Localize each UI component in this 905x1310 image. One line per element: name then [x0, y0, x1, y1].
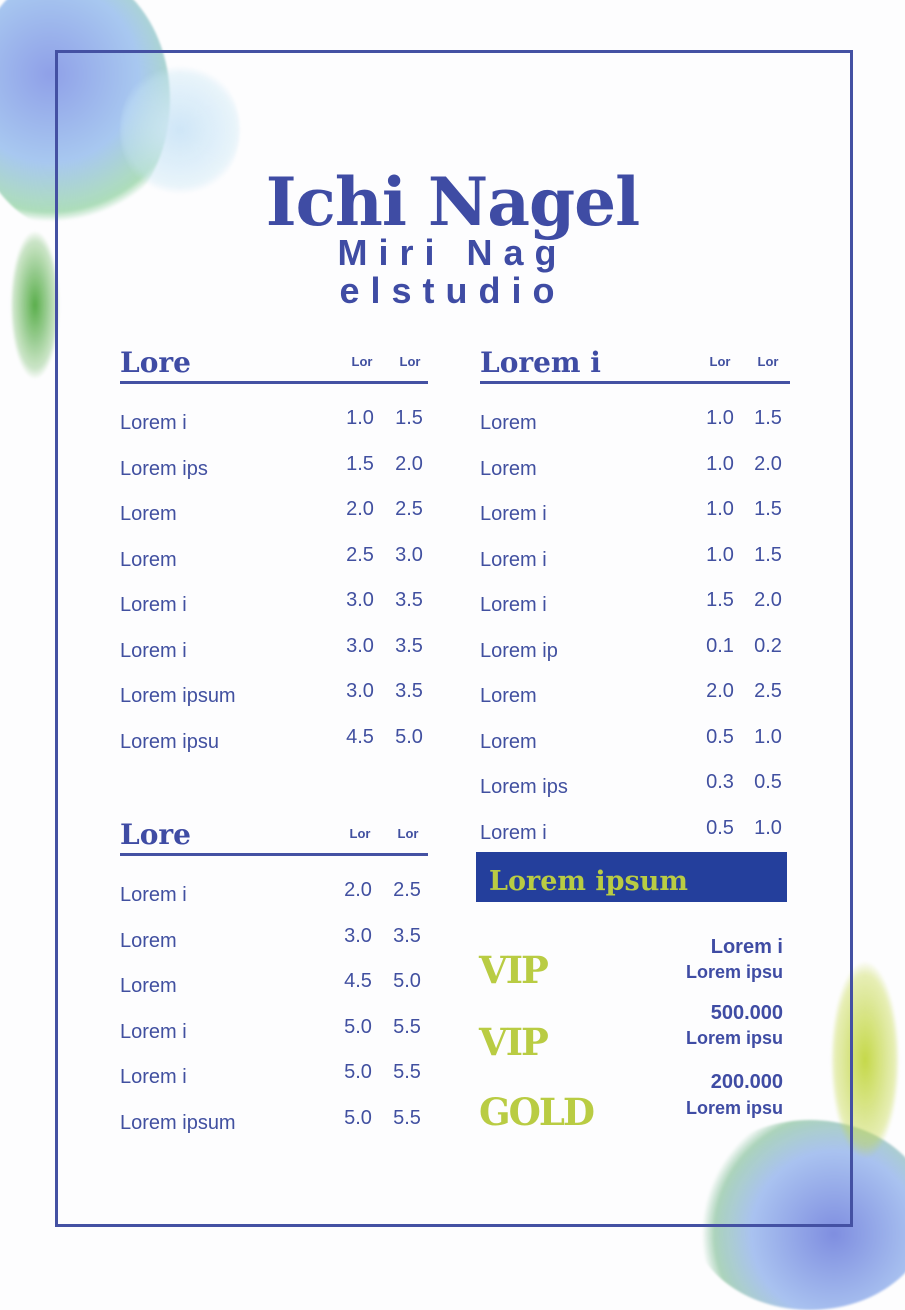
item-price-1: 4.5: [346, 725, 374, 748]
menu-item: [120, 400, 428, 446]
item-price-1: 2.0: [346, 498, 374, 520]
menu-item: [120, 491, 428, 537]
column-header: Lor: [399, 354, 421, 369]
item-price-2: 1.0: [754, 725, 782, 748]
section-title: Lorem i: [480, 346, 601, 379]
item-price-1: 1.0: [706, 407, 734, 429]
item-price-1: 3.0: [346, 589, 374, 611]
item-price-2: 2.0: [395, 452, 423, 475]
item-name: Lorem i: [480, 503, 547, 525]
item-price-1: 2.0: [344, 879, 372, 901]
menu-item: [120, 1009, 428, 1055]
menu-item: [480, 719, 790, 765]
menu-item: [120, 673, 428, 719]
subtitle-line-2: elstudio: [339, 270, 566, 311]
item-price-1: 1.0: [706, 498, 734, 520]
item-price-2: 1.5: [754, 543, 782, 566]
item-price-2: 3.5: [393, 924, 421, 947]
item-price-1: 4.5: [344, 970, 372, 992]
column-header: Lor: [349, 826, 371, 841]
column-header: Lor: [757, 354, 779, 369]
item-price-1: 3.0: [344, 924, 372, 947]
menu-item: [480, 764, 790, 810]
item-name: Lorem i: [120, 884, 187, 906]
item-price-2: 2.0: [754, 452, 782, 475]
item-price-2: 1.5: [754, 498, 782, 520]
menu-item: [480, 491, 790, 537]
item-name: Lorem ips: [120, 457, 208, 480]
item-name: Lorem: [480, 457, 537, 480]
banner-title: Lorem ipsum: [489, 866, 688, 897]
item-price-1: 1.5: [346, 452, 374, 475]
item-name: Lorem i: [120, 412, 187, 434]
item-name: Lorem ipsu: [120, 730, 219, 753]
item-price-2: 1.0: [754, 816, 782, 839]
item-price-2: 0.5: [754, 771, 782, 793]
item-price-2: 1.5: [754, 407, 782, 429]
item-price-1: 0.5: [706, 816, 734, 839]
item-name: Lorem i: [480, 821, 547, 844]
item-name: Lorem: [120, 975, 177, 997]
item-name: Lorem: [120, 548, 177, 571]
menu-section-2: [120, 820, 428, 1145]
item-price-1: 0.3: [706, 771, 734, 793]
item-name: Lorem ipsum: [120, 1111, 236, 1134]
tier-desc: Lorem ipsu: [685, 1098, 783, 1118]
item-price-1: 1.0: [706, 543, 734, 566]
item-price-1: 0.1: [706, 634, 734, 657]
item-price-1: 5.0: [344, 1106, 372, 1129]
item-name: Lorem i: [120, 1020, 187, 1043]
tier-name: VIP: [479, 948, 547, 992]
item-name: Lorem i: [480, 594, 547, 616]
item-name: Lorem: [120, 503, 177, 525]
item-price-1: 1.0: [346, 407, 374, 429]
item-name: Lorem ip: [480, 639, 558, 662]
menu-item: [480, 582, 790, 628]
item-name: Lorem i: [120, 639, 187, 662]
menu-item: [480, 400, 790, 446]
menu-item: [480, 537, 790, 583]
menu-item: [120, 537, 428, 583]
item-price-1: 1.0: [706, 452, 734, 475]
tier-name: VIP: [479, 1020, 547, 1064]
page-title: Ichi Nagel: [265, 163, 640, 241]
tier-title: Lorem i: [710, 936, 783, 958]
menu-section-1: [120, 348, 428, 764]
item-price-2: 2.0: [754, 589, 782, 611]
menu-item: [120, 719, 428, 765]
item-price-1: 2.0: [706, 680, 734, 702]
item-name: Lorem ips: [480, 776, 568, 798]
item-price-2: 3.5: [395, 589, 423, 611]
menu-item: [120, 872, 428, 918]
item-name: Lorem i: [480, 548, 547, 571]
item-price-2: 3.0: [395, 543, 423, 566]
item-price-1: 1.5: [706, 589, 734, 611]
item-price-2: 1.5: [395, 407, 423, 429]
menu-item: [120, 582, 428, 628]
item-price-2: 5.0: [393, 970, 421, 992]
tier-desc: Lorem ipsu: [685, 1028, 783, 1048]
menu-item: [120, 963, 428, 1009]
item-name: Lorem: [480, 730, 537, 753]
item-name: Lorem: [480, 685, 537, 707]
item-price-1: 3.0: [346, 634, 374, 657]
item-price-1: 3.0: [346, 680, 374, 702]
tier-name: GOLD: [479, 1090, 593, 1134]
item-name: Lorem: [480, 412, 537, 434]
column-header: Lor: [709, 354, 731, 369]
menu-item: [120, 918, 428, 964]
item-price-2: 2.5: [393, 879, 421, 901]
menu-section-3: [480, 348, 790, 855]
item-name: Lorem i: [120, 1066, 187, 1088]
section-title: Lore: [120, 346, 191, 379]
menu-item: [480, 810, 790, 856]
column-header: Lor: [351, 354, 373, 369]
item-price-1: 5.0: [344, 1015, 372, 1038]
item-price-2: 2.5: [754, 680, 782, 702]
membership-banner: [476, 852, 787, 902]
section-title: Lore: [120, 818, 191, 851]
item-price-2: 3.5: [395, 680, 423, 702]
menu-item: [120, 1054, 428, 1100]
menu-item: [120, 628, 428, 674]
item-price-2: 5.5: [393, 1106, 421, 1129]
menu-item: [480, 628, 790, 674]
item-price-1: 5.0: [344, 1061, 372, 1083]
menu-item: [480, 673, 790, 719]
item-price-2: 5.5: [393, 1015, 421, 1038]
item-price-2: 5.0: [395, 725, 423, 748]
item-name: Lorem i: [120, 594, 187, 616]
item-price-2: 2.5: [395, 498, 423, 520]
menu-item: [480, 446, 790, 492]
item-price-2: 5.5: [393, 1061, 421, 1083]
tier-price: 200.000: [710, 1071, 783, 1093]
item-price-2: 0.2: [754, 634, 782, 657]
subtitle-line-1: Miri Nag: [337, 232, 568, 273]
item-price-2: 3.5: [395, 634, 423, 657]
tier-desc: Lorem ipsu: [685, 962, 783, 982]
tier-price: 500.000: [710, 1002, 783, 1024]
item-name: Lorem: [120, 929, 177, 952]
item-price-1: 0.5: [706, 725, 734, 748]
item-name: Lorem ipsum: [120, 685, 236, 707]
column-header: Lor: [397, 826, 419, 841]
item-price-1: 2.5: [346, 543, 374, 566]
menu-item: [120, 446, 428, 492]
menu-item: [120, 1100, 428, 1146]
